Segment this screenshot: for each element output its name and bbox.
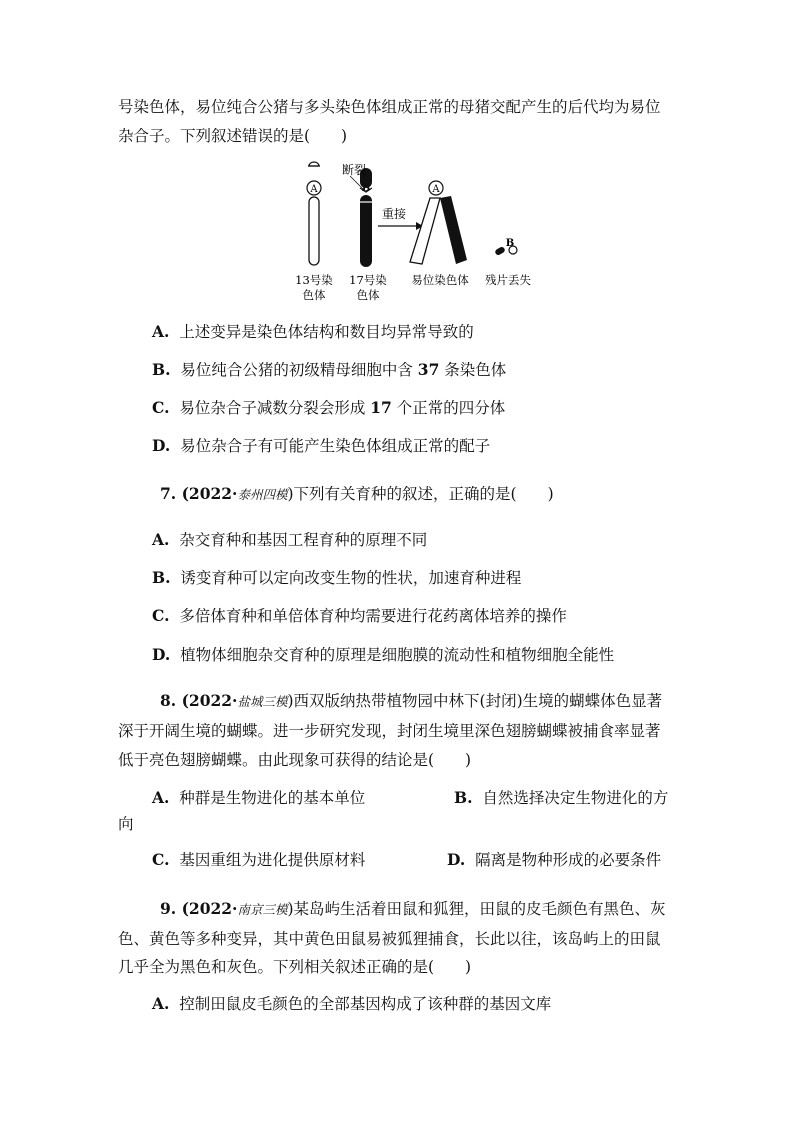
q8-option-b [454, 788, 668, 808]
option-text: 隔离是物种形成的必要条件 [475, 851, 662, 869]
question-number: 8. (2022· [160, 691, 238, 710]
option-number: 17 [370, 398, 392, 417]
gene-a-label-13: A [310, 184, 318, 195]
option-letter: D. [152, 436, 171, 455]
option-letter: B. [152, 568, 171, 587]
option-letter: A. [152, 788, 170, 807]
option-text: 诱变育种可以定向改变生物的性状，加速育种进程 [180, 569, 522, 587]
caption-lost-fragment: 残片丢失 [485, 273, 531, 287]
q8-option-c [152, 850, 365, 870]
option-text-end: 个正常的四分体 [391, 399, 506, 417]
option-letter: C. [152, 850, 170, 869]
q7-option-a [152, 530, 427, 550]
option-text: 上述变异是染色体结构和数目均异常导致的 [179, 323, 474, 341]
caption-13-line-2: 色体 [302, 288, 326, 302]
q9-stem-line-3: 几乎全为黑色和灰色。下列相关叙述正确的是( ) [118, 958, 472, 976]
q7-option-d [152, 645, 614, 665]
option-text: 易位纯合公猪的初级精母细胞中含 [180, 361, 418, 379]
q7-option-b [152, 568, 521, 588]
rejoin-label: 重接 [382, 207, 407, 221]
q7-stem [160, 484, 554, 505]
caption-translocated: 易位染色体 [411, 273, 469, 287]
option-text: 种群是生物进化的基本单位 [179, 789, 366, 807]
question-text: )某岛屿生活着田鼠和狐狸，田鼠的皮毛颜色有黑色、灰 [287, 900, 666, 918]
option-text: 多倍体育种和单倍体育种均需要进行花药离体培养的操作 [179, 607, 567, 625]
q6-option-c [152, 398, 505, 418]
option-text-end: 条染色体 [439, 361, 507, 379]
caption-13-line-1: 13号染 [295, 273, 333, 287]
q8-stem-line-3: 低于亮色翅膀蝴蝶。由此现象可获得的结论是( ) [118, 751, 472, 769]
q6-option-b [152, 360, 506, 380]
caption-17-line-2: 色体 [356, 288, 380, 302]
q7-option-c [152, 606, 567, 626]
option-letter: C. [152, 398, 170, 417]
q6-option-d [152, 436, 490, 456]
option-text: 植物体细胞杂交育种的原理是细胞膜的流动性和植物细胞全能性 [180, 646, 615, 664]
question-number: 9. (2022· [160, 899, 238, 918]
q8-stem-line-1 [160, 691, 662, 712]
option-text: 自然选择决定生物进化的方 [482, 789, 669, 807]
gene-b-label-17: B [361, 183, 371, 194]
option-letter: C. [152, 606, 170, 625]
q9-option-a [152, 994, 551, 1014]
option-text: 易位杂合子有可能产生染色体组成正常的配子 [180, 437, 491, 455]
option-text: 基因重组为进化提供原材料 [179, 851, 366, 869]
option-text: 控制田鼠皮毛颜色的全部基因构成了该种群的基因文库 [179, 995, 552, 1013]
q9-stem-line-1 [160, 899, 666, 920]
caption-17-line-1: 17号染 [349, 273, 387, 287]
q6-stem-line-2: 杂合子。下列叙述错误的是( ) [118, 127, 348, 145]
question-source: 泰州四模 [237, 487, 288, 502]
q8-stem-line-2: 深于开阔生境的蝴蝶。进一步研究发现，封闭生境里深色翅膀蝴蝶被捕食率显著 [118, 722, 661, 740]
q8-option-d [447, 850, 661, 870]
question-number: 7. (2022· [160, 484, 238, 503]
q6-option-a [152, 322, 474, 342]
option-letter: A. [152, 322, 170, 341]
option-letter: D. [447, 850, 466, 869]
option-letter: B. [454, 788, 473, 807]
break-label: 断裂 [342, 163, 367, 177]
option-text: 易位杂合子减数分裂会形成 [179, 399, 371, 417]
option-letter: A. [152, 994, 170, 1013]
gene-b-label-fragment: B [505, 238, 515, 249]
q6-stem-line-1: 号染色体，易位纯合公猪与多头染色体组成正常的母猪交配产生的后代均为易位 [118, 98, 661, 116]
option-letter: D. [152, 645, 171, 664]
question-source: 南京三模 [237, 902, 288, 917]
q9-stem-line-2: 色、黄色等多种变异，其中黄色田鼠易被狐狸捕食，长此以往，该岛屿上的田鼠 [118, 930, 661, 948]
option-number: 37 [417, 360, 440, 379]
q8-option-b-wrap: 向 [118, 815, 134, 833]
gene-a-label-trans: A [432, 184, 440, 195]
option-letter: B. [152, 360, 171, 379]
q8-option-a [152, 788, 365, 808]
question-text: )下列有关育种的叙述，正确的是( ) [287, 485, 554, 503]
chromosome-translocation-figure [280, 158, 550, 304]
option-letter: A. [152, 530, 170, 549]
chromosome-13 [307, 162, 321, 265]
question-source: 盐城三模 [237, 694, 288, 709]
option-text: 杂交育种和基因工程育种的原理不同 [179, 531, 428, 549]
question-text: )西双版纳热带植物园中林下(封闭)生境的蝴蝶体色显著 [287, 692, 663, 710]
